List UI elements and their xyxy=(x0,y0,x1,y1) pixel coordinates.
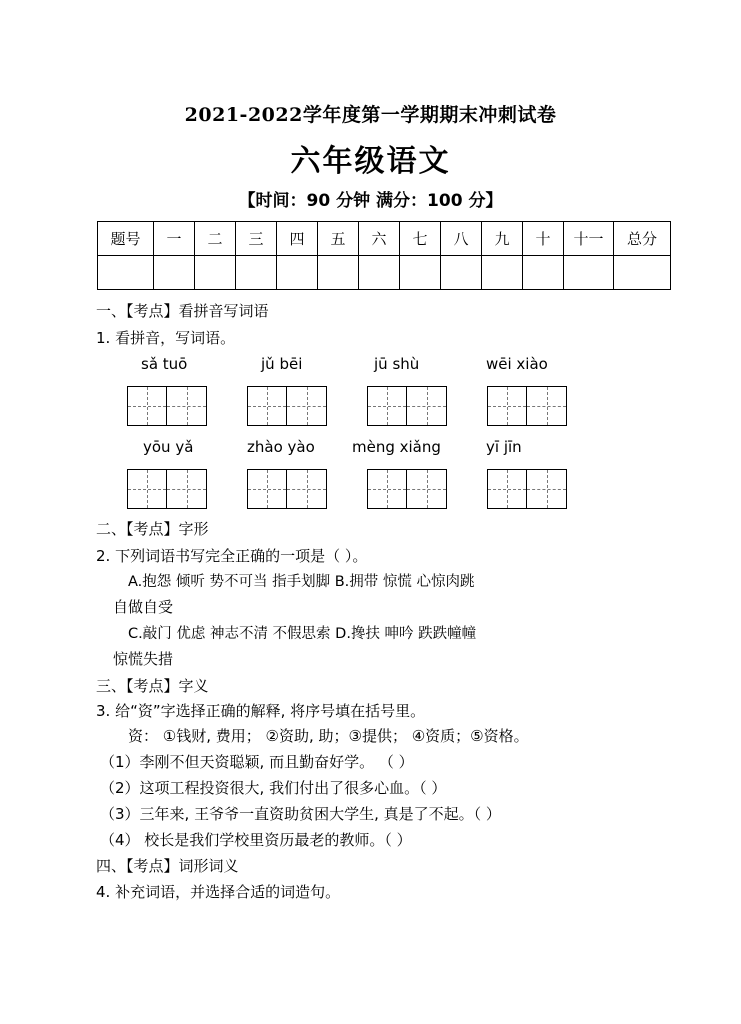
section-4-heading: 四、【考点】词形词义 xyxy=(96,857,239,875)
score-header-cell: 二 xyxy=(195,222,236,256)
pinyin-5: yōu yǎ xyxy=(143,438,194,456)
score-header-cell: 一 xyxy=(154,222,195,256)
writing-boxes-3[interactable] xyxy=(367,386,447,426)
writing-boxes-8[interactable] xyxy=(487,469,567,509)
item-4: （4） 校长是我们学校里资历最老的教师。（ ） xyxy=(100,831,412,849)
writing-boxes-5[interactable] xyxy=(127,469,207,509)
definitions: 资： ①钱财, 费用； ②资助, 助；③提供； ④资质；⑤资格。 xyxy=(128,727,529,745)
writing-boxes-1[interactable] xyxy=(127,386,207,426)
pinyin-4: wēi xiào xyxy=(486,355,548,373)
pinyin-3: jū shù xyxy=(374,355,420,373)
score-entry-cell[interactable] xyxy=(400,256,441,290)
pinyin-2: jǔ bēi xyxy=(261,355,303,373)
writing-boxes-7[interactable] xyxy=(367,469,447,509)
section-2-heading: 二、【考点】字形 xyxy=(96,520,209,538)
pinyin-8: yī jīn xyxy=(486,438,522,456)
question-4: 4. 补充词语，并选择合适的词造句。 xyxy=(96,883,341,901)
exam-subject: 六年级语文 xyxy=(290,144,451,179)
score-header-cell: 五 xyxy=(318,222,359,256)
score-table-blank-row xyxy=(98,256,671,290)
score-table xyxy=(97,221,671,290)
item-1: （1）李刚不但天资聪颖, 而且勤奋好学。 （ ） xyxy=(100,753,414,771)
option-a-b: A.抱怨 倾听 势不可当 指手划脚 B.拥带 惊慌 心惊肉跳 xyxy=(128,574,475,590)
score-entry-cell[interactable] xyxy=(277,256,318,290)
score-header-cell: 三 xyxy=(236,222,277,256)
score-entry-cell[interactable] xyxy=(98,256,154,290)
score-entry-cell[interactable] xyxy=(195,256,236,290)
score-entry-cell[interactable] xyxy=(359,256,400,290)
score-header-cell: 四 xyxy=(277,222,318,256)
score-header-cell: 题号 xyxy=(98,222,154,256)
score-header-cell: 十一 xyxy=(564,222,614,256)
section-1-heading: 一、【考点】看拼音写词语 xyxy=(96,302,269,320)
score-entry-cell[interactable] xyxy=(154,256,195,290)
writing-boxes-6[interactable] xyxy=(247,469,327,509)
score-entry-cell[interactable] xyxy=(523,256,564,290)
score-header-cell: 总分 xyxy=(614,222,671,256)
item-3: （3）三年来, 王爷爷一直资助贫困大学生, 真是了不起。（ ） xyxy=(100,805,501,823)
writing-boxes-2[interactable] xyxy=(247,386,327,426)
score-header-cell: 六 xyxy=(359,222,400,256)
question-2: 2. 下列词语书写完全正确的一项是（ ）。 xyxy=(96,547,368,565)
score-header-cell: 七 xyxy=(400,222,441,256)
question-1: 1. 看拼音，写词语。 xyxy=(96,329,236,347)
score-header-cell: 九 xyxy=(482,222,523,256)
exam-title: 2021-2022学年度第一学期期末冲刺试卷 xyxy=(184,104,557,126)
question-3: 3. 给“资”字选择正确的解释, 将序号填在括号里。 xyxy=(96,702,426,720)
time-info: 【时间：90 分钟 满分：100 分】 xyxy=(238,191,503,211)
pinyin-1: sǎ tuō xyxy=(141,355,188,373)
score-header-cell: 十 xyxy=(523,222,564,256)
option-c-d: C.敲门 优虑 神志不清 不假思索 D.搀扶 呻吟 跌跌幢幢 xyxy=(128,626,477,642)
score-entry-cell[interactable] xyxy=(236,256,277,290)
score-header-cell: 八 xyxy=(441,222,482,256)
option-b-wrap: 自做自受 xyxy=(113,598,174,616)
score-entry-cell[interactable] xyxy=(318,256,359,290)
score-entry-cell[interactable] xyxy=(441,256,482,290)
option-d-wrap: 惊慌失措 xyxy=(113,650,174,668)
score-entry-cell[interactable] xyxy=(564,256,614,290)
score-entry-cell[interactable] xyxy=(482,256,523,290)
pinyin-7: mèng xiǎng xyxy=(352,438,441,456)
section-3-heading: 三、【考点】字义 xyxy=(96,677,209,695)
pinyin-6: zhào yào xyxy=(247,438,315,456)
writing-boxes-4[interactable] xyxy=(487,386,567,426)
score-entry-cell[interactable] xyxy=(614,256,671,290)
score-table-header-row xyxy=(98,222,671,256)
item-2: （2）这项工程投资很大, 我们付出了很多心血。（ ） xyxy=(100,779,447,797)
